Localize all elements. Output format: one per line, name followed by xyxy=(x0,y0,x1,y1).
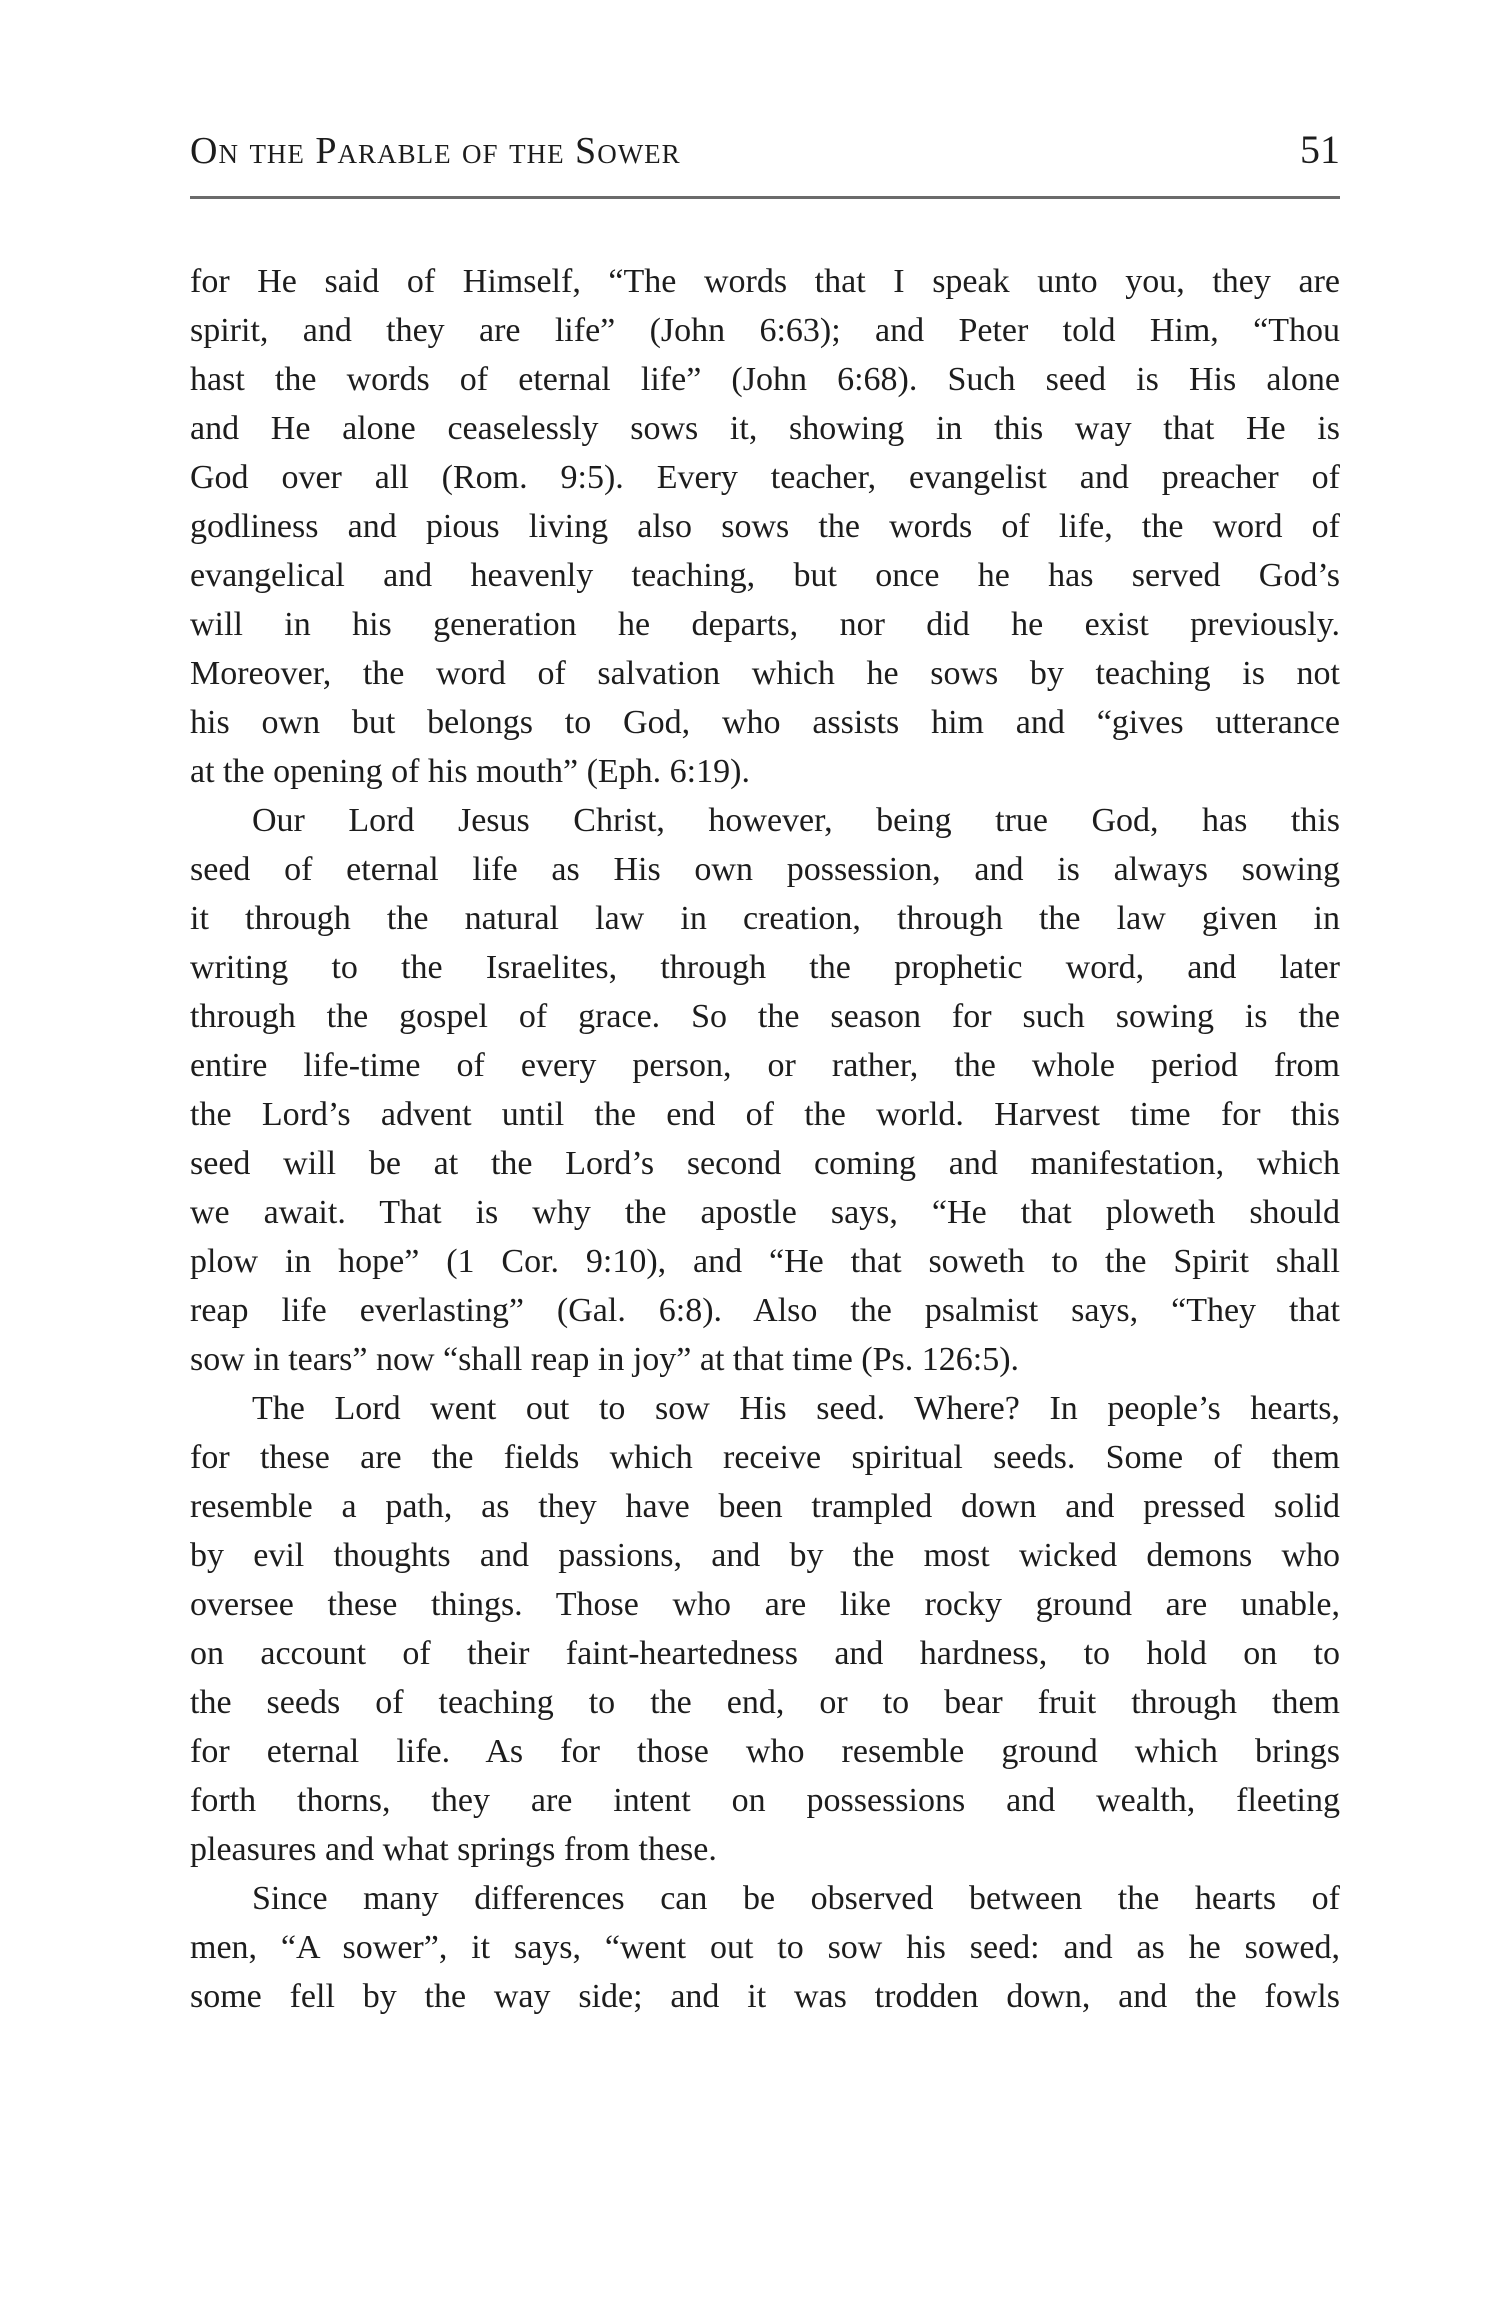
header-rule xyxy=(190,196,1340,199)
text-line: on account of their faint-heartedness and hardness, to hold on to xyxy=(190,1635,1340,1672)
text-line: pleasures and what springs from these. xyxy=(190,1831,717,1868)
text-line: oversee these things. Those who are like rocky ground are unable, xyxy=(190,1586,1340,1623)
text-line: writing to the Israelites, through the prophetic word, and later xyxy=(190,949,1340,986)
text-line: resemble a path, as they have been trampled down and pressed solid xyxy=(190,1488,1340,1525)
text-line: seed of eternal life as His own possession, and is always sowing xyxy=(190,851,1340,888)
text-line: his own but belongs to God, who assists him and “gives utterance xyxy=(190,704,1340,741)
text-line: seed will be at the Lord’s second coming and manifestation, which xyxy=(190,1145,1340,1182)
text-line: hast the words of eternal life” (John 6:68). Such seed is His alone xyxy=(190,361,1340,398)
text-line: at the opening of his mouth” (Eph. 6:19). xyxy=(190,753,750,790)
text-line: Moreover, the word of salvation which he sows by teaching is not xyxy=(190,655,1340,692)
text-line: it through the natural law in creation, through the law given in xyxy=(190,900,1340,937)
text-line: by evil thoughts and passions, and by the most wicked demons who xyxy=(190,1537,1340,1574)
text-line: Since many differences can be observed between the hearts of xyxy=(252,1880,1340,1917)
text-line: spirit, and they are life” (John 6:63); and Peter told Him, “Thou xyxy=(190,312,1340,349)
page-number: 51 xyxy=(1300,127,1340,172)
text-line: God over all (Rom. 9:5). Every teacher, evangelist and preacher of xyxy=(190,459,1340,496)
text-line: entire life-time of every person, or rather, the whole period from xyxy=(190,1047,1340,1084)
text-line: evangelical and heavenly teaching, but once he has served God’s xyxy=(190,557,1340,594)
page-body xyxy=(190,257,1340,2021)
text-line: men, “A sower”, it says, “went out to sow his seed: and as he sowed, xyxy=(190,1929,1340,1966)
text-line: Our Lord Jesus Christ, however, being true God, has this xyxy=(252,802,1340,839)
text-line: will in his generation he departs, nor did he exist previously. xyxy=(190,606,1340,643)
text-line: for He said of Himself, “The words that I speak unto you, they are xyxy=(190,263,1340,300)
text-line: The Lord went out to sow His seed. Where? In people’s hearts, xyxy=(252,1390,1340,1427)
text-line: and He alone ceaselessly sows it, showing in this way that He is xyxy=(190,410,1340,447)
text-line: for eternal life. As for those who resemble ground which brings xyxy=(190,1733,1340,1770)
text-line: for these are the fields which receive spiritual seeds. Some of them xyxy=(190,1439,1340,1476)
text-line: the seeds of teaching to the end, or to bear fruit through them xyxy=(190,1684,1340,1721)
text-line: forth thorns, they are intent on possessions and wealth, fleeting xyxy=(190,1782,1340,1819)
text-line: the Lord’s advent until the end of the world. Harvest time for this xyxy=(190,1096,1340,1133)
text-line: through the gospel of grace. So the season for such sowing is the xyxy=(190,998,1340,1035)
text-line: reap life everlasting” (Gal. 6:8). Also the psalmist says, “They that xyxy=(190,1292,1340,1329)
text-line: sow in tears” now “shall reap in joy” at that time (Ps. 126:5). xyxy=(190,1341,1020,1378)
text-line: some fell by the way side; and it was trodden down, and the fowls xyxy=(190,1978,1340,2015)
text-line: godliness and pious living also sows the words of life, the word of xyxy=(190,508,1340,545)
page-title: On the Parable of the Sower xyxy=(190,130,681,172)
text-line: we await. That is why the apostle says, “He that ploweth should xyxy=(190,1194,1340,1231)
running-header xyxy=(190,127,1340,172)
text-line: plow in hope” (1 Cor. 9:10), and “He that soweth to the Spirit shall xyxy=(190,1243,1340,1280)
